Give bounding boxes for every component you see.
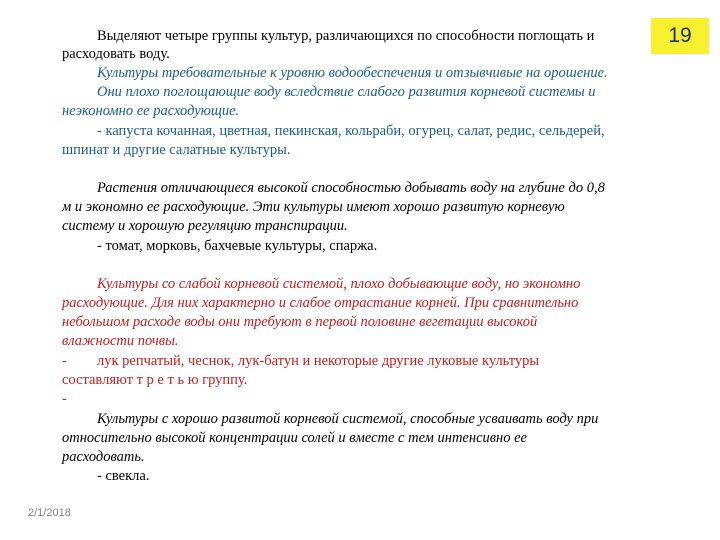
group2-crops-line: - томат, морковь, бахчевые культуры, спаржа.: [97, 238, 378, 254]
slide-date: 2/1/2018: [28, 507, 71, 519]
group3-heading-line-1: Культуры со слабой корневой системой, плохо добывающие воду, но экономно: [97, 276, 581, 292]
group4-crops-line: - свекла.: [97, 468, 150, 484]
group1-heading-line-3: неэкономно ее расходующие.: [62, 103, 240, 119]
group3-heading-line-4: влажности почвы.: [62, 333, 179, 349]
group3-trailing-dash: -: [62, 391, 67, 407]
group4-heading-line-2: относительно высокой концентрации солей и вместе с тем интенсивно ее: [62, 430, 527, 446]
page-number-badge: 19: [651, 18, 709, 54]
group3-crops-line-1: лук репчатый, чеснок, лук-батун и некоторые другие луковые культуры: [97, 353, 540, 369]
group3-heading-line-3: небольшом расходе воды они требуют в первой половине вегетации высокой: [62, 314, 538, 330]
group1-crops-line-2: шпинат и другие салатные культуры.: [62, 142, 291, 158]
group1-heading-line-2: Они плохо поглощающие воду вследствие слабого развития корневой системы и: [97, 84, 596, 100]
group2-heading-line-2: м и экономно ее расходующие. Эти культуры имеют хорошо развитую корневую: [62, 199, 565, 215]
group4-heading-line-3: расходовать.: [62, 449, 145, 465]
group3-heading-line-2: расходующие. Для них характерно и слабое отрастание корней. При сравнительно: [62, 295, 579, 311]
group1-heading-line-1: Культуры требовательные к уровню водообеспечения и отзывчивые на орошение.: [97, 65, 608, 81]
group2-heading-line-1: Растения отличающиеся высокой способностью добывать воду на глубине до 0,8: [97, 180, 605, 196]
group3-dash: -: [62, 353, 67, 369]
group4-heading-line-1: Культуры с хорошо развитой корневой системой, способные усваивать воду при: [97, 411, 599, 427]
group1-crops-line-1: - капуста кочанная, цветная, пекинская, кольраби, огурец, салат, редис, сельдерей,: [97, 123, 605, 139]
intro-line-2: расходовать воду.: [62, 46, 170, 62]
group2-heading-line-3: систему и хорошую регуляцию транспирации.: [62, 218, 348, 234]
group3-crops-line-2: составляют т р е т ь ю группу.: [62, 372, 248, 388]
intro-line-1: Выделяют четыре группы культур, различающихся по способности поглощать и: [97, 28, 595, 44]
